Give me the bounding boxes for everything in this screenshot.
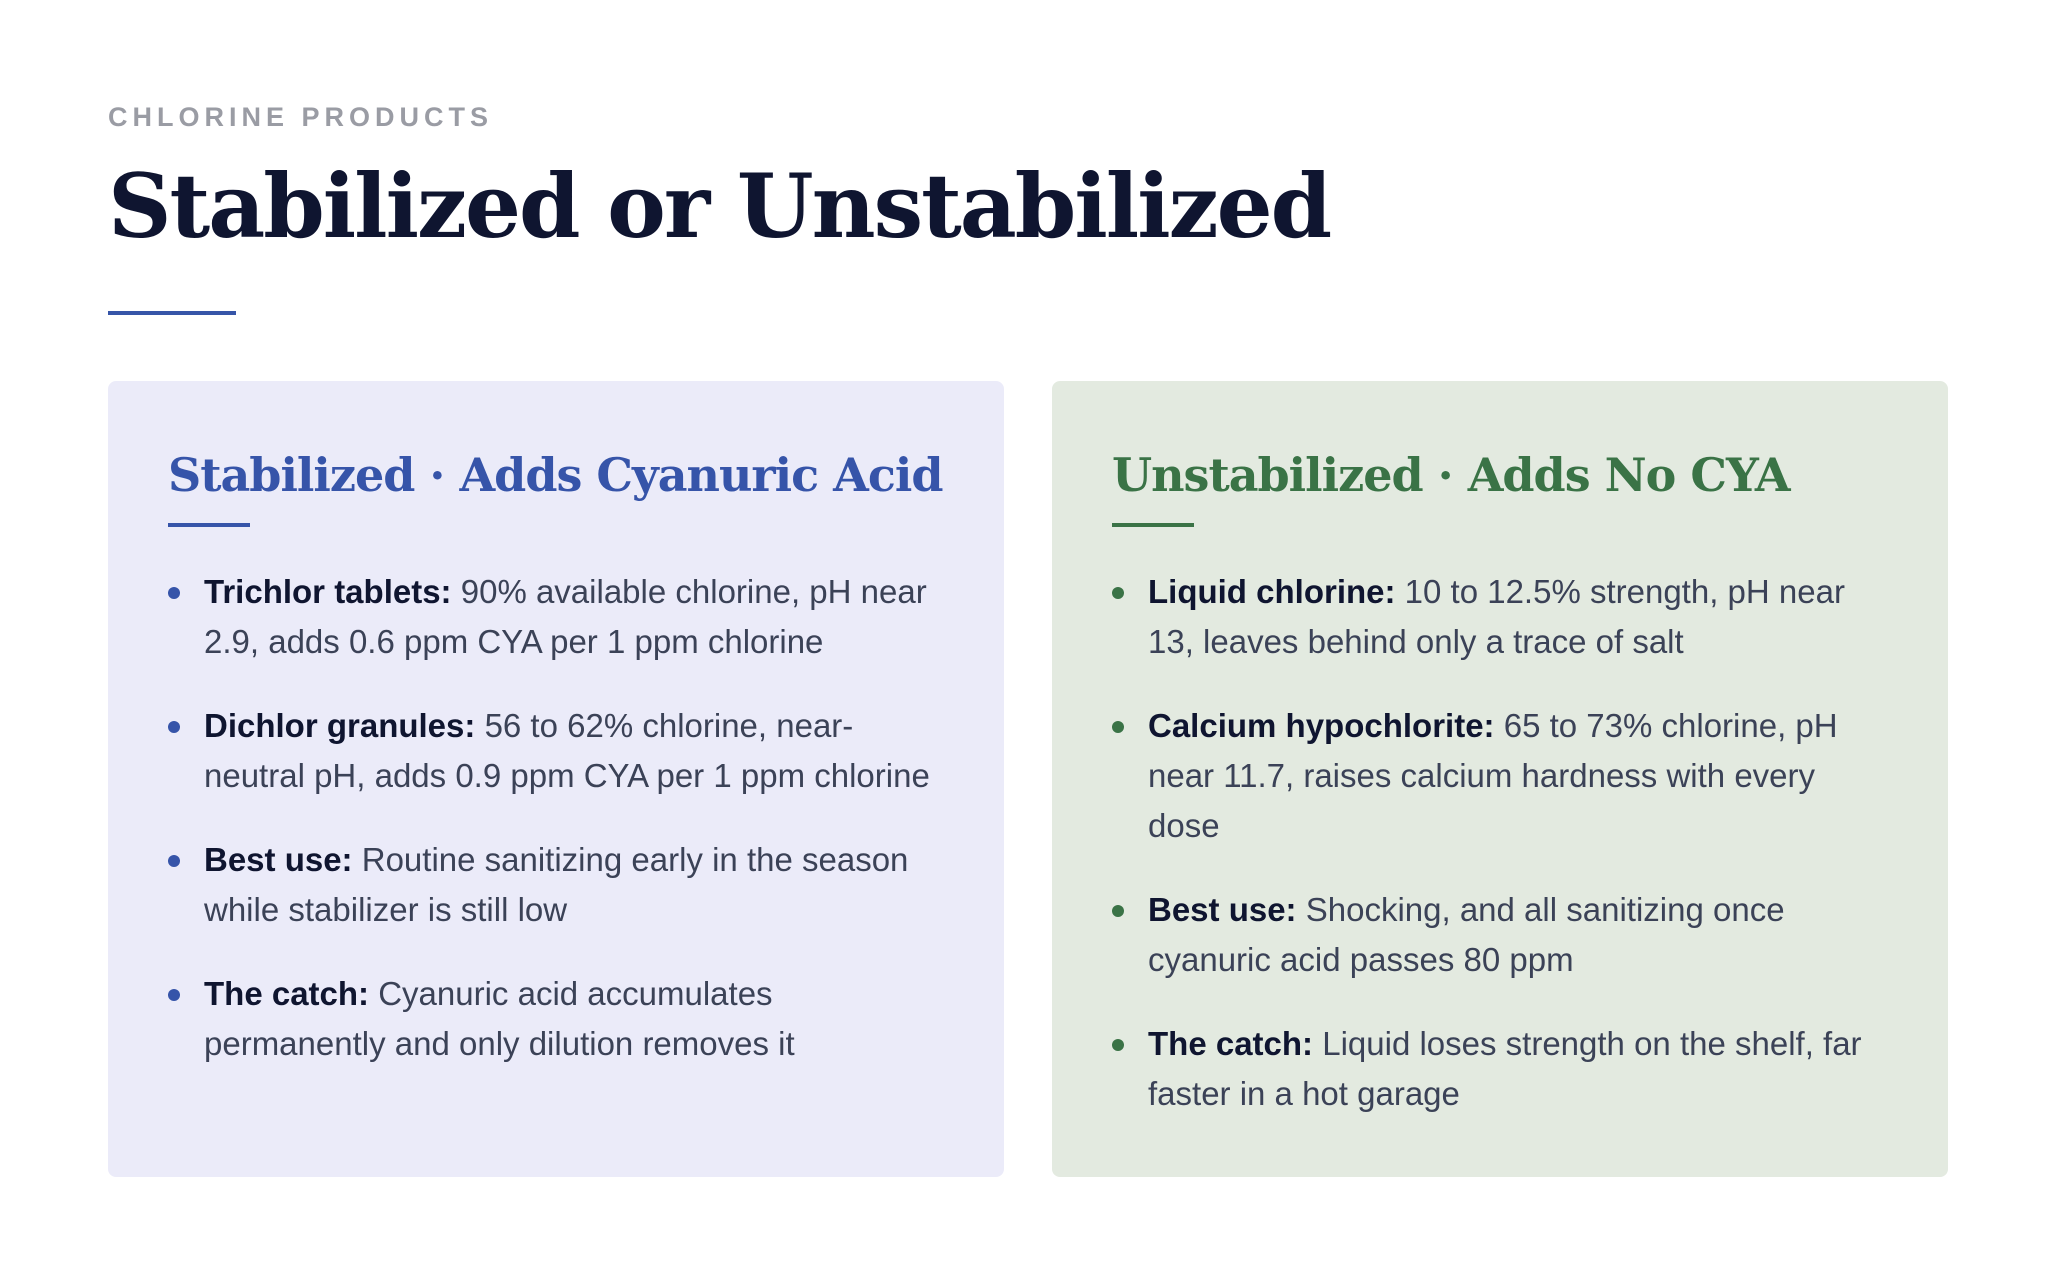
item-text: 65 to 73% chlorine, pH near 11.7, raises calcium hardness with every dose — [1148, 707, 1838, 844]
bullet-dot-icon — [168, 721, 180, 733]
stabilized-card-title: Stabilized · Adds Cyanuric Acid — [168, 448, 943, 502]
item-lead: Trichlor tablets: — [204, 573, 452, 610]
item-lead: Best use: — [204, 841, 353, 878]
list-item — [1112, 1019, 1888, 1119]
unstabilized-card — [1052, 381, 1948, 1177]
item-lead: Best use: — [1148, 891, 1297, 928]
bullet-dot-icon — [168, 989, 180, 1001]
list-item — [1112, 567, 1888, 667]
item-text: 56 to 62% chlorine, near-neutral pH, adds 0.9 ppm CYA per 1 ppm chlorine — [204, 707, 930, 794]
title-underline — [108, 311, 236, 315]
item-text: 10 to 12.5% strength, pH near 13, leaves behind only a trace of salt — [1148, 573, 1845, 660]
list-item — [168, 701, 944, 801]
stabilized-card — [108, 381, 1004, 1177]
item-text: Cyanuric acid accumulates permanently and only dilution removes it — [204, 975, 795, 1062]
bullet-dot-icon — [1112, 587, 1124, 599]
stabilized-card-underline — [168, 523, 250, 527]
bullet-dot-icon — [1112, 721, 1124, 733]
list-item — [1112, 701, 1888, 851]
item-text: Liquid loses strength on the shelf, far faster in a hot garage — [1148, 1025, 1862, 1112]
unstabilized-list — [1112, 567, 1888, 1119]
eyebrow-label: CHLORINE PRODUCTS — [108, 102, 494, 132]
item-lead: The catch: — [204, 975, 370, 1012]
item-lead: Calcium hypochlorite: — [1148, 707, 1495, 744]
bullet-dot-icon — [168, 855, 180, 867]
list-item — [168, 969, 944, 1069]
item-lead: Liquid chlorine: — [1148, 573, 1396, 610]
item-text: 90% available chlorine, pH near 2.9, adds 0.6 ppm CYA per 1 ppm chlorine — [204, 573, 927, 660]
list-item — [168, 567, 944, 667]
bullet-dot-icon — [168, 587, 180, 599]
list-item — [1112, 885, 1888, 985]
bullet-dot-icon — [1112, 1039, 1124, 1051]
stabilized-list — [168, 567, 944, 1069]
page-title: Stabilized or Unstabilized — [108, 154, 1331, 258]
list-item — [168, 835, 944, 935]
bullet-dot-icon — [1112, 905, 1124, 917]
unstabilized-card-title: Unstabilized · Adds No CYA — [1112, 448, 1790, 502]
item-text: Routine sanitizing early in the season while stabilizer is still low — [204, 841, 909, 928]
item-lead: The catch: — [1148, 1025, 1314, 1062]
item-lead: Dichlor granules: — [204, 707, 476, 744]
item-text: Shocking, and all sanitizing once cyanuric acid passes 80 ppm — [1148, 891, 1785, 978]
unstabilized-card-underline — [1112, 523, 1194, 527]
